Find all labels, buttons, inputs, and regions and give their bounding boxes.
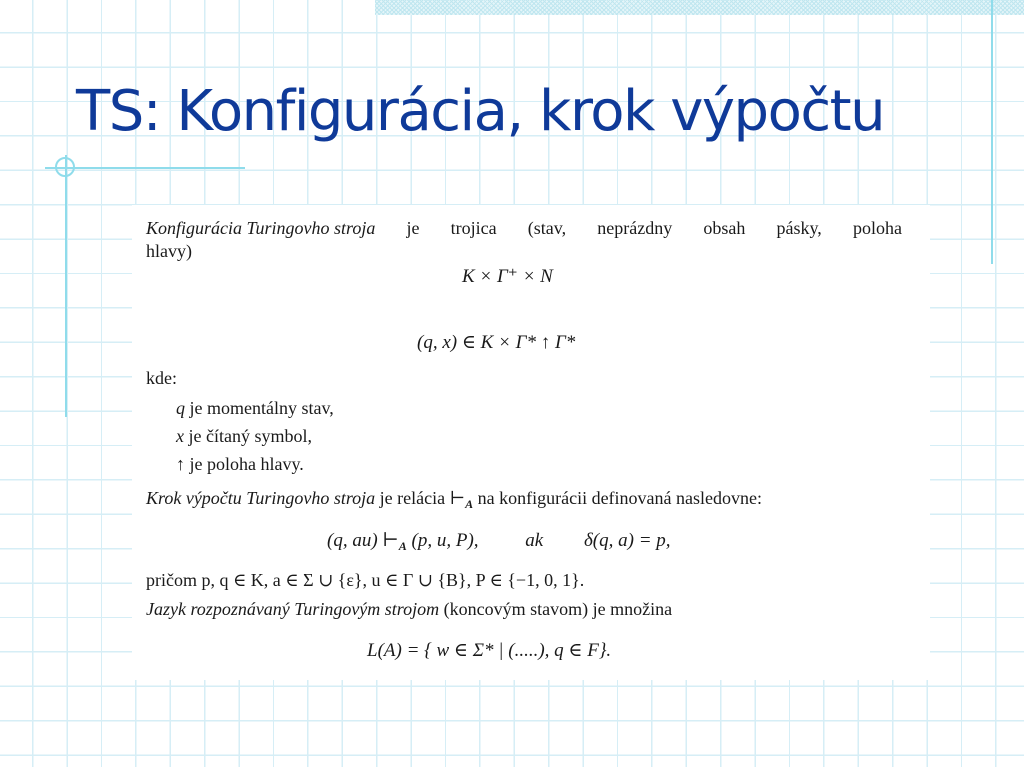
- slide-title: TS: Konfigurácia, krok výpočtu: [76, 79, 885, 144]
- config-definition-line-2: hlavy): [146, 241, 192, 261]
- equation-language: L(A) = { w ∈ Σ* | (.....), q ∈ F}.: [367, 640, 612, 661]
- up-arrow-icon: ↑: [176, 454, 185, 474]
- where-list: [146, 397, 334, 481]
- decorative-right-rule: [991, 0, 993, 264]
- language-term: Jazyk rozpoznávaný Turingovým strojom: [146, 599, 440, 619]
- decorative-crosshair-circle-icon: [55, 157, 75, 177]
- decorative-left-rule: [65, 155, 67, 417]
- step-definition: Krok výpočtu Turingovho stroja je relácia $⊢_A$ na konfigurácii definovaná nasledovne:: [146, 488, 763, 511]
- where-item: x je čítaný symbol,: [176, 426, 312, 446]
- step-term: Krok výpočtu Turingovho stroja: [146, 488, 376, 508]
- where-item: ↑ je poloha hlavy.: [176, 454, 304, 474]
- decorative-title-underline: [45, 167, 245, 169]
- equation-config-form: (q, x) ∈ K × Γ* ↑ Γ*: [417, 332, 576, 353]
- config-term: Konfigurácia Turingovho stroja: [146, 218, 376, 238]
- equation-config-set: K × Γ⁺ × N: [462, 266, 553, 287]
- where-item: q je momentálny stav,: [176, 398, 334, 418]
- decorative-top-band: [375, 0, 1024, 15]
- where-label: kde:: [146, 368, 177, 388]
- slide-content: [132, 205, 930, 680]
- language-definition: Jazyk rozpoznávaný Turingovým strojom (koncovým stavom) je množina: [146, 599, 673, 619]
- equation-step: (q, au) $⊢_A$ (p, u, P), ak δ(q, a) = p,: [327, 530, 671, 553]
- config-definition-line-1: Konfigurácia Turingovho stroja je trojica (stav, neprázdny obsah pásky, poloha: [146, 218, 902, 238]
- step-conditions: pričom p, q ∈ K, a ∈ Σ ∪ {ε}, u ∈ Γ ∪ {B}, P ∈ {−1, 0, 1}.: [146, 570, 585, 590]
